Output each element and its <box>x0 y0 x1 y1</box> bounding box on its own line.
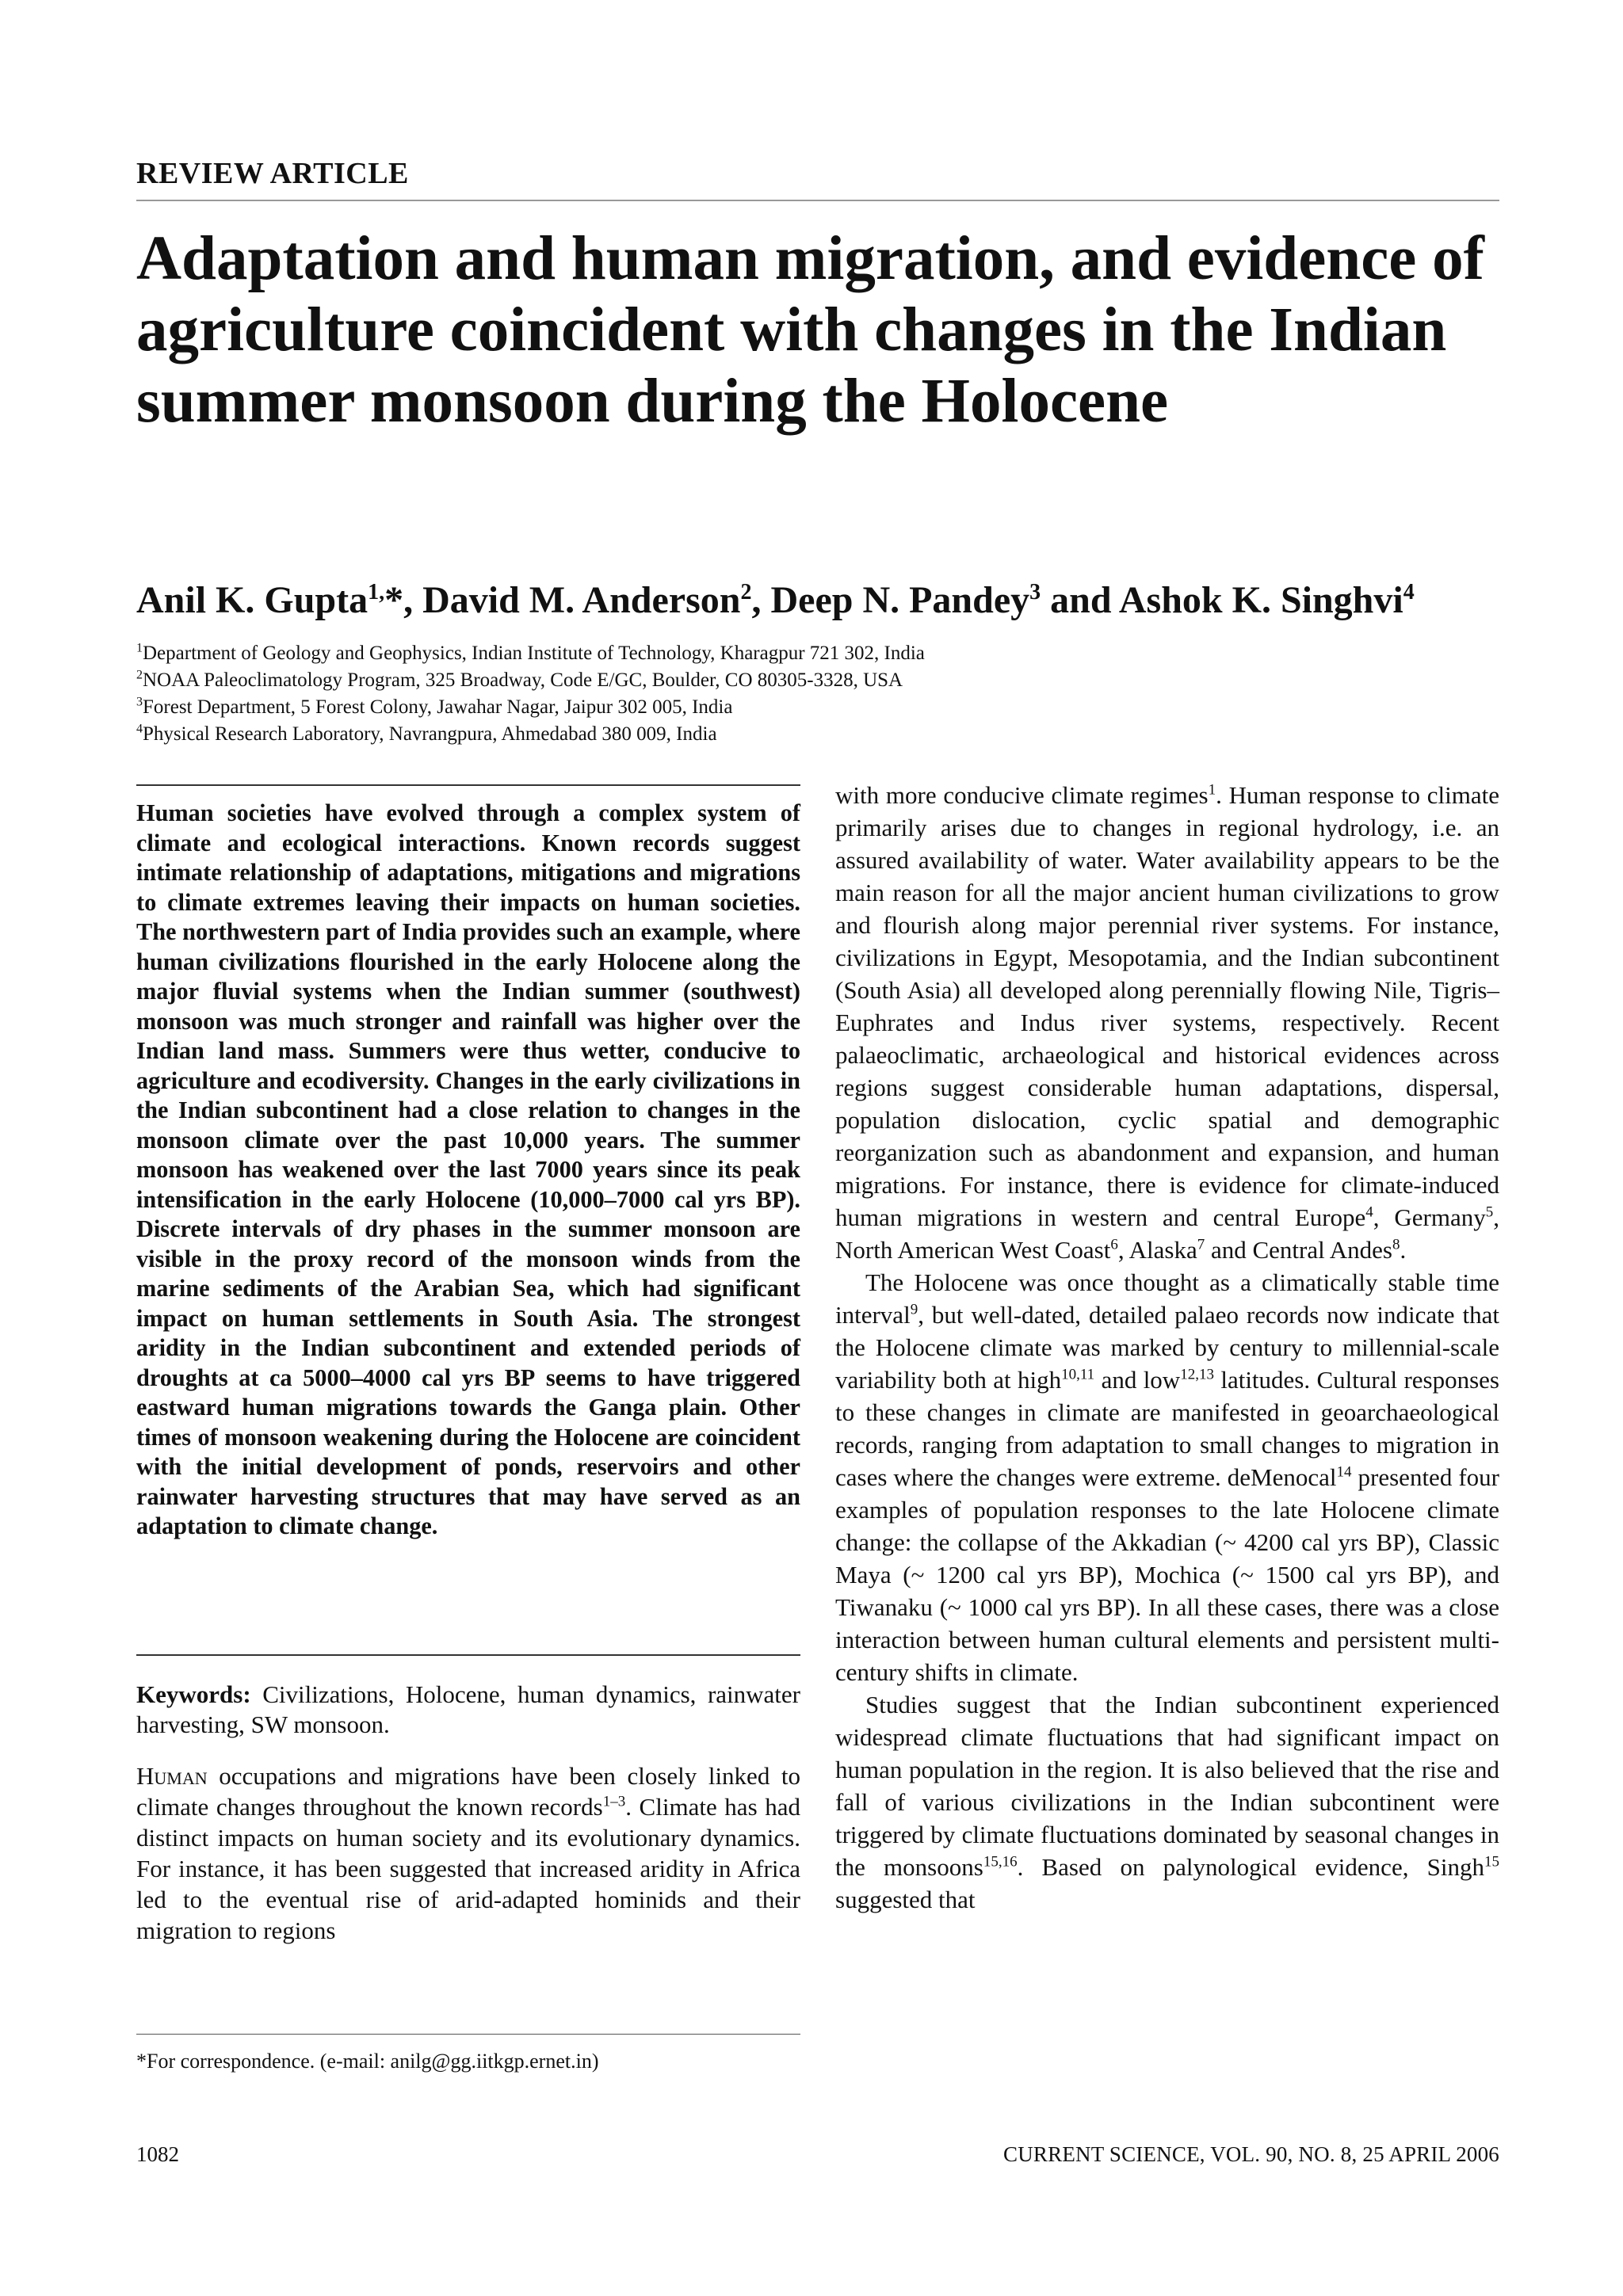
body-text-run: . <box>1400 1236 1407 1264</box>
body-text-run: with more conducive climate regimes <box>835 781 1209 809</box>
author-name: Deep N. Pandey <box>770 579 1030 621</box>
keywords-label: Keywords: <box>136 1680 251 1708</box>
citation-ref: 14 <box>1336 1463 1352 1481</box>
citation-ref: 15 <box>1484 1853 1499 1871</box>
keywords-text: Civilizations, Holocene, human dynamics, rainwater harvesting, SW monsoon. <box>136 1680 800 1738</box>
introduction <box>136 1760 800 1946</box>
bp-unit: BP <box>1097 1593 1128 1621</box>
citation-ref: 1 <box>1208 781 1216 799</box>
body-text-run: ). In all these cases, there was a close interaction between human cultural elements and persistent multi-century shifts in climate. <box>835 1593 1499 1686</box>
author-name: David M. Anderson <box>422 579 741 621</box>
abstract-bottom-rule <box>136 1654 800 1656</box>
correspondence-footnote: *For correspondence. (e-mail: anilg@gg.iitkgp.ernet.in) <box>136 2050 599 2073</box>
page-number: 1082 <box>136 2142 179 2166</box>
author-affil-sup: 2 <box>740 580 752 605</box>
citation-ref: 1–3 <box>602 1793 626 1810</box>
affiliation-text: Physical Research Laboratory, Navrangpura, Ahmedabad 380 009, India <box>143 723 717 745</box>
abstract <box>136 799 800 1542</box>
author-sep: and <box>1041 579 1119 621</box>
journal-footer: CURRENT SCIENCE, VOL. 90, NO. 8, 25 APRIL 2006 <box>1003 2142 1499 2166</box>
affiliation-text: Forest Department, 5 Forest Colony, Jawahar Nagar, Jaipur 302 005, India <box>143 696 733 718</box>
citation-ref: 7 <box>1197 1236 1205 1253</box>
author-name: Ashok K. Singhvi <box>1118 579 1403 621</box>
abstract-text: seems to have triggered eastward human migrations towards the Ganga plain. Other times of monsoon weakening during the Holocene are coincident with the initial development of ponds, reservoirs and other rainwater harvesting structures that may have served as an adaptation to climate change. <box>136 1363 800 1539</box>
author-sep: , <box>751 579 771 621</box>
body-text-run: , but well-dated, detailed palaeo records now indicate that the Holocene climate was marked by century to millennial-scale variability both at high <box>835 1301 1499 1394</box>
bp-unit: BP <box>1376 1528 1407 1556</box>
author-affil-sup: 4 <box>1403 580 1415 605</box>
citation-ref: 9 <box>910 1301 918 1318</box>
body-text <box>835 779 1499 1916</box>
body-text-run: , Germany <box>1373 1203 1486 1231</box>
author-affil-sup: 1, <box>368 580 385 605</box>
author-sep: , <box>403 579 423 621</box>
intro-text: occupations and migrations have been closely linked to climate changes throughout the known records <box>136 1762 800 1821</box>
body-text-run: ), Mochica (~ 1500 cal yrs <box>1108 1561 1408 1589</box>
citation-ref: 8 <box>1392 1236 1400 1253</box>
body-text-run: suggested that <box>835 1886 976 1913</box>
body-text-run: ), and Tiwanaku (~ 1000 cal yrs <box>835 1561 1499 1621</box>
body-text-run: The Holocene was once thought as a climatically stable time interval <box>835 1268 1499 1329</box>
affiliation <box>136 667 925 694</box>
keywords <box>136 1680 800 1740</box>
correspondence-mark: * <box>384 579 404 621</box>
citation-ref: 15,16 <box>983 1853 1018 1871</box>
affiliation-num: 1 <box>136 641 143 655</box>
affiliation-num: 2 <box>136 668 143 682</box>
affiliation <box>136 640 925 667</box>
intro-lead-word: Human <box>136 1762 208 1790</box>
bp-unit: BP <box>1407 1561 1438 1589</box>
body-text-run: presented four examples of population responses to the late Holocene climate change: the collapse of the Akkadian (~ 4200 cal yrs <box>835 1463 1499 1556</box>
body-text-run: , Alaska <box>1117 1236 1197 1264</box>
abstract-text: ). Discrete intervals of dry phases in the summer monsoon are visible in the proxy record of the monsoon winds from the marine sediments of the Arabian Sea, which had significant impact on human settlements in South Asia. The strongest aridity in the Indian subcontinent and extended periods of droughts at ca 5000–4000 cal yrs <box>136 1185 800 1391</box>
body-text-run: Studies suggest that the Indian subcontinent experienced widespread climate fluctuations that had significant impact on human population in the region. It is also believed that the rise and fall of various civilizations in the Indian subcontinent were triggered by climate fluctuations dominated by seasonal changes in the monsoons <box>835 1691 1499 1881</box>
body-text-run: and low <box>1094 1366 1181 1394</box>
body-text-run: ), Classic Maya (~ 1200 cal yrs <box>835 1528 1499 1589</box>
author-list <box>136 578 1415 622</box>
affiliation-text: Department of Geology and Geophysics, Indian Institute of Technology, Kharagpur 721 302, India <box>143 643 925 664</box>
author-name: Anil K. Gupta <box>136 579 369 621</box>
citation-ref: 12,13 <box>1180 1366 1214 1383</box>
body-text-run: latitudes. Cultural responses to these changes in climate are manifested in geoarchaeological records, ranging from adaptation to small changes to migration in cases where the changes were extreme. deMenocal <box>835 1366 1499 1491</box>
citation-ref: 6 <box>1110 1236 1118 1253</box>
footnote-rule <box>136 2034 800 2035</box>
article-title: Adaptation and human migration, and evidence of agriculture coincident with changes in the Indian summer monsoon during the Holocene <box>136 224 1484 436</box>
body-text-run: . Based on palynological evidence, Singh <box>1017 1853 1484 1881</box>
section-label: REVIEW ARTICLE <box>136 157 409 190</box>
affiliation-num: 4 <box>136 722 143 736</box>
bp-unit: BP <box>755 1185 787 1213</box>
body-paragraph <box>835 1688 1499 1916</box>
body-paragraph <box>835 779 1499 1266</box>
affiliation <box>136 694 925 721</box>
bp-unit: BP <box>1079 1561 1109 1589</box>
author-affil-sup: 3 <box>1029 580 1041 605</box>
body-text-run: and Central Andes <box>1205 1236 1392 1264</box>
bp-unit: BP <box>504 1363 536 1391</box>
citation-ref: 10,11 <box>1061 1366 1095 1383</box>
affiliation-text: NOAA Paleoclimatology Program, 325 Broadway, Code E/GC, Boulder, CO 80305-3328, USA <box>143 669 903 691</box>
intro-text: . Climate has had distinct impacts on human society and its evolutionary dynamics. For instance, it has been suggested that increased aridity in Africa led to the eventual rise of arid-adapted hominids and their migration to regions <box>136 1793 801 1944</box>
abstract-text: Human societies have evolved through a complex system of climate and ecological interactions. Known records suggest intimate relationship of adaptations, mitigations and migrations to climate extremes leaving their impacts on human societies. The northwestern part of India provides such an example, where human civilizations flourished in the early Holocene along the major fluvial systems when the Indian summer (southwest) monsoon was much stronger and rainfall was higher over the Indian land mass. Summers were thus wetter, conducive to agriculture and ecodiversity. Changes in the early civilizations in the Indian subcontinent had a close relation to changes in the monsoon climate over the past 10,000 years. The summer monsoon has weakened over the last 7000 years since its peak intensification in the early Holocene (10,000–7000 cal yrs <box>136 799 800 1213</box>
affiliation <box>136 721 925 748</box>
article-page <box>136 0 1499 2296</box>
affiliation-list <box>136 640 925 748</box>
top-rule <box>136 200 1499 201</box>
affiliation-num: 3 <box>136 695 143 709</box>
body-text-run: . Human response to climate primarily arises due to changes in regional hydrology, i.e. an assured availability of water. Water availability appears to be the main reason for all the major ancient human civilizations to grow and flourish along major perennial river systems. For instance, civilizations in Egypt, Mesopotamia, and the Indian subcontinent (South Asia) all developed along perennially flowing Nile, Tigris–Euphrates and Indus river systems, respectively. Recent palaeoclimatic, archaeological and historical evidences across regions suggest considerable human adaptations, dispersal, population dislocation, cyclic spatial and demographic reorganization such as abandonment and expansion, and human migrations. For instance, there is evidence for climate-induced human migrations in western and central Europe <box>835 781 1500 1231</box>
body-text-run: , North American West Coast <box>835 1203 1500 1264</box>
citation-ref: 5 <box>1485 1203 1494 1221</box>
body-paragraph <box>835 1266 1499 1688</box>
citation-ref: 4 <box>1365 1203 1373 1221</box>
abstract-top-rule <box>136 784 800 786</box>
